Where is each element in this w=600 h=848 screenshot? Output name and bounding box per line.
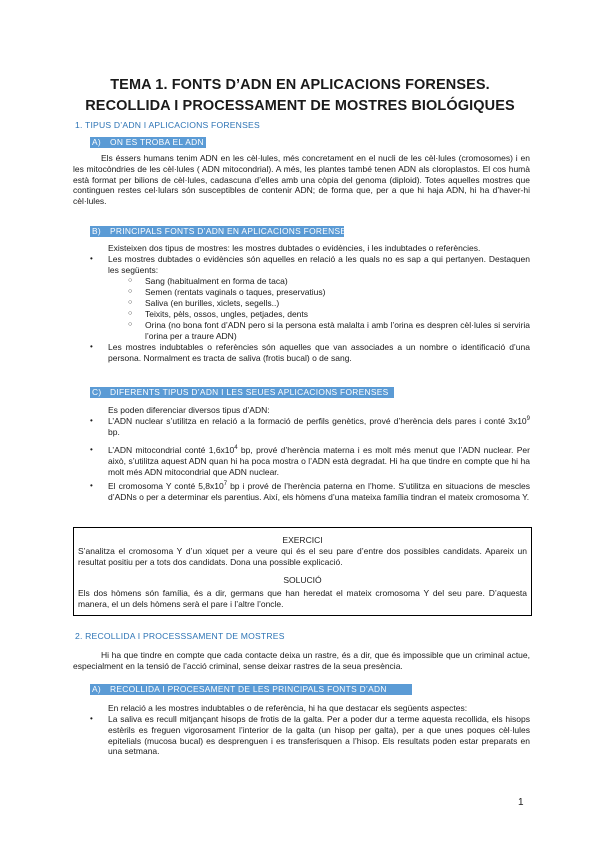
- bullet-cromosoma-y: [108, 481, 530, 503]
- bullet-dot: •: [90, 714, 93, 723]
- subsection-title: ON ES TROBA EL ADN: [110, 137, 204, 147]
- subsection-letter: A): [92, 684, 101, 694]
- paragraph-rastre: Hi ha que tindre en compte que cada contacte deixa un rastre, és a dir, que és impossible que un criminal actue, especialment en la tensió de l’acció criminal, sense deixar rastres de la seua presència.: [73, 650, 530, 671]
- bullet-saliva-hisops: La saliva es recull mitjançant hisops de frotis de la galta. Per a poder dur a terme aquesta recollida, els hisops estèrils es freguen vigorosament l’interior de la galta (un hisop per galta), per a que unes poques cèl·lules epitelials (mucosa bucal) es desprenguen i es transferisquen a l’hisop. Els resultats poden estar preparats en una setmana.: [108, 714, 530, 757]
- title-line-1: TEMA 1. FONTS D’ADN EN APLICACIONS FORENSES.: [110, 77, 490, 93]
- bullet-dot: •: [90, 416, 93, 425]
- bullet-dot: •: [90, 445, 93, 454]
- bullet-adn-nuclear: [108, 416, 530, 438]
- subsection-1a-heading: [90, 137, 206, 148]
- adn-nuclear-text: L’ADN nuclear s’utilitza en relació a la formació de perfils genètics, prové d’herència dels pares i conté 3x10: [108, 416, 527, 426]
- adn-mito-rest: bp, prové d’herència materna i es molt més menut que l’ADN nuclear. Per això, s’utilitza aquest ADN quan hi ha poca mostra o l’ADN està degradat. Hi ha que tindre en compte que hi ha molt més ADN mitocondrial que ADN nuclear.: [108, 445, 530, 477]
- exercise-text: S’analitza el cromosoma Y d’un xiquet per a veure qui és el seu pare d’entre dos possibles candidats. Apareix un resultat positiu per a tots dos candidats. Dona una possible explicació.: [78, 546, 527, 567]
- subsection-title: RECOLLIDA I PROCESAMENT DE LES PRINCIPALS FONTS D’ADN: [110, 684, 387, 694]
- bullet-dot: •: [90, 342, 93, 351]
- title-line-2: RECOLLIDA I PROCESSAMENT DE MOSTRES BIOLÓGIQUES: [85, 98, 515, 114]
- subsection-letter: C): [92, 387, 102, 397]
- exponent: 4: [234, 445, 238, 452]
- section-1-heading: 1. TIPUS D’ADN I APLICACIONS FORENSES: [75, 120, 260, 130]
- sub-bullet: ○: [128, 277, 133, 284]
- bullet-dot: •: [90, 254, 93, 263]
- exercise-box: [73, 527, 532, 616]
- adn-mito-text: L’ADN mitocondrial conté 1,6x10: [108, 445, 235, 455]
- subsection-1b-heading: [90, 226, 353, 237]
- adn-nuclear-unit: bp.: [108, 426, 120, 437]
- cromosoma-y-rest: bp i prové de l’herència paterna en l’home. S’utilitza en situacions de mescles d’ADNs o per a determinar els parentius. Així, els hòmens d’una mateixa família tindran el mateix cromosoma Y.: [108, 481, 530, 502]
- bullet-dot: •: [90, 481, 93, 490]
- sub-item-semen: Semen (rentats vaginals o taques, preservatius): [145, 287, 326, 297]
- bullet-mostres-dubtades: Les mostres dubtades o evidències són aquelles en relació a les quals no es sap a qui pertanyen. Destaquen les següents:: [108, 254, 530, 275]
- cromosoma-y-text: El cromosoma Y conté 5,8x10: [108, 481, 224, 491]
- exercise-heading: EXERCICI: [282, 535, 323, 545]
- sub-item-teixits: Teixits, pèls, ossos, ungles, petjades, dents: [145, 309, 309, 319]
- page-number: 1: [518, 797, 524, 808]
- paragraph-mostres-referencia: En relació a les mostres indubtables o de referència, hi ha que destacar els següents aspectes:: [108, 703, 468, 713]
- paragraph-on-es-troba: Els éssers humans tenim ADN en les cèl·lules, més concretament en el nucli de les cèl·lules (cromosomes) i en les mitocòndries de les cèl·lules ( ADN mitocondrial). A més, les plantes també tenen ADN als cloroplastos. El cos humà està format per bilions de cèl·lules, cadascuna d’elles amb una còpia del genoma (diploid). Totes aquelles mostres que continguen restes cel·lulars són susceptibles de contenir ADN; de forma que, per a que hi haja ADN, hi ha d’haver-hi cèl·lules.: [73, 153, 530, 207]
- subsection-title: PRINCIPALS FONTS D’ADN EN APLICACIONS FORENSES: [110, 226, 353, 236]
- subsection-1c-heading: [90, 387, 394, 398]
- document-title: [40, 75, 560, 117]
- subsection-title: DIFERENTS TIPUS D’ADN I LES SEUES APLICACIONS FORENSES: [110, 387, 389, 397]
- subsection-2a-heading: [90, 684, 412, 695]
- sub-item-saliva: Saliva (en burilles, xiclets, segells..): [145, 298, 280, 308]
- subsection-letter: B): [92, 226, 101, 236]
- solution-heading: SOLUCIÓ: [283, 575, 322, 585]
- subsection-letter: A): [92, 137, 101, 147]
- paragraph-tipus-adn: Es poden diferenciar diversos tipus d’ADN:: [108, 405, 270, 415]
- bullet-mostres-indubtables: Les mostres indubtables o referències són aquelles que van associades a un nombre o identificació d’una persona. Normalment es tracta de saliva (frotis bucal) o de sang.: [108, 342, 530, 363]
- sub-item-sang: Sang (habitualment en forma de taca): [145, 276, 288, 286]
- sub-bullet: ○: [128, 299, 133, 306]
- sub-bullet: ○: [128, 321, 133, 328]
- section-2-heading: 2. RECOLLIDA I PROCESSSAMENT DE MOSTRES: [75, 631, 285, 641]
- solution-text: Els dos hòmens són família, és a dir, germans que han heredat el mateix cromosoma Y del seu pare. D’aquesta manera, el un dels hòmens serà el pare i l’altre l’oncle.: [78, 588, 527, 609]
- sub-item-orina: Orina (no bona font d’ADN pero si la persona està malalta i amb l’orina es despren cèl·lules si serviria l’orina per a traure ADN): [145, 320, 530, 341]
- sub-bullet: ○: [128, 288, 133, 295]
- bullet-adn-mitocondrial: [108, 445, 530, 477]
- sub-bullet: ○: [128, 310, 133, 317]
- exponent: 9: [526, 416, 530, 423]
- exponent: 7: [223, 481, 228, 488]
- paragraph-tipus-mostres: Existeixen dos tipus de mostres: les mostres dubtades o evidències, i les indubtades o referències.: [108, 243, 481, 253]
